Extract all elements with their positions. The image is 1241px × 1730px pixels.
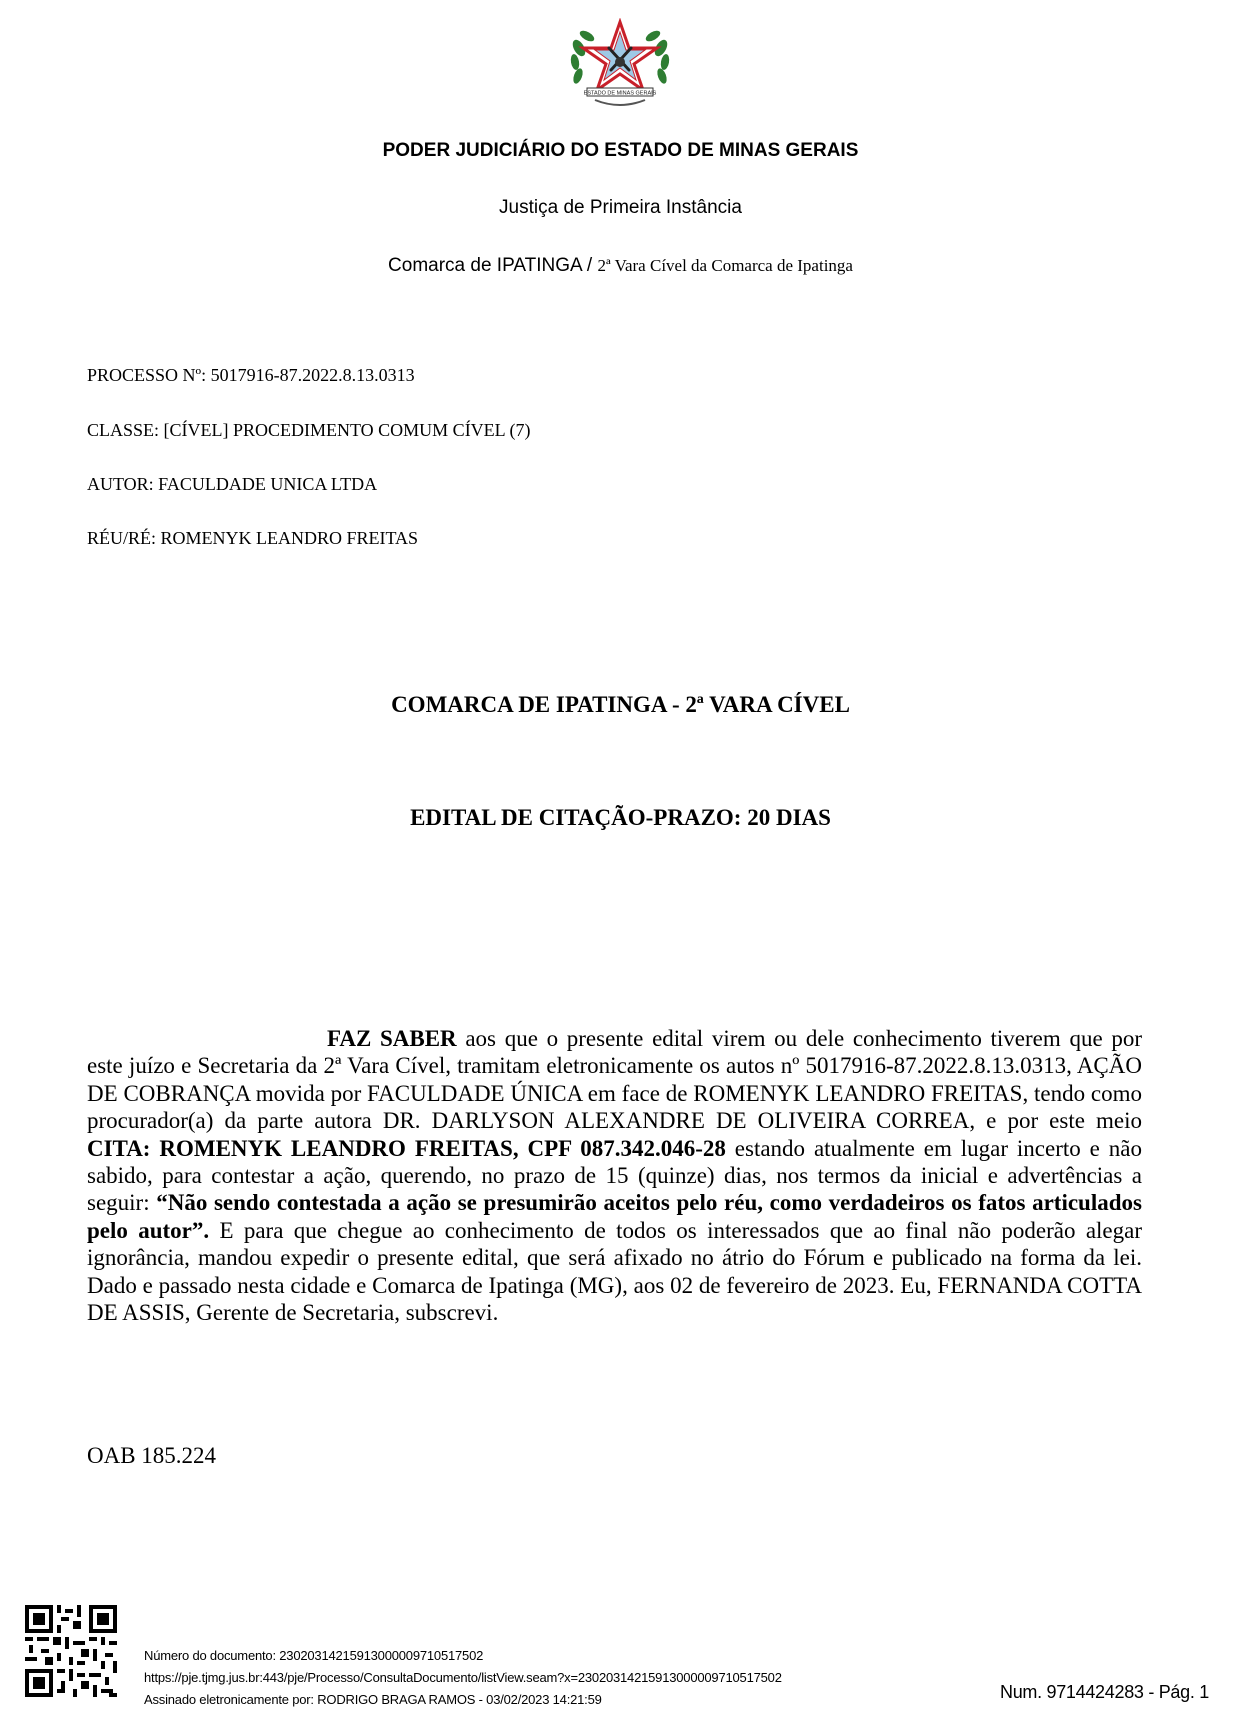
qr-code — [25, 1605, 117, 1697]
footer-document-url[interactable]: https://pje.tjmg.jus.br:443/pje/Processo/ConsultaDocumento/listView.seam?x=23020314215913000009710517502 — [144, 1670, 782, 1685]
svg-text:ESTADO DE MINAS GERAIS: ESTADO DE MINAS GERAIS — [583, 90, 657, 97]
crest-icon — [565, 18, 675, 110]
edital-body-paragraph — [87, 1025, 1142, 1326]
footer-document-number: Número do documento: 23020314215913000009710517502 — [144, 1648, 484, 1663]
citation-text: CITA: ROMENYK LEANDRO FREITAS, CPF 087.342.046-28 — [87, 1135, 726, 1161]
body-part-3: E para que chegue ao conhecimento de todos os interessados que ao final não poderão alegar ignorância, mandou expedir o presente edital, que será afixado no átrio do Fórum e publicado na forma da lei. Dado e passado nesta cidade e Comarca de Ipatinga (MG), aos 02 de fevereiro de 2023. Eu, FERNANDA COTTA DE ASSIS, Gerente de Secretaria, subscrevi. — [87, 1217, 1142, 1326]
footer-signature: Assinado eletronicamente por: RODRIGO BRAGA RAMOS - 03/02/2023 14:21:59 — [144, 1692, 602, 1707]
vara-name: 2ª Vara Cível da Comarca de Ipatinga — [597, 256, 853, 275]
minas-gerais-coat-of-arms — [565, 18, 675, 110]
faz-saber-text: FAZ SABER — [327, 1026, 457, 1051]
document-title-edital: EDITAL DE CITAÇÃO-PRAZO: 20 DIAS — [410, 805, 831, 830]
body-part-2: estando atualmente em lugar incerto e não sabido, para contestar a ação, querendo, no prazo de 15 (quinze) dias, nos termos da inicial e advertências a seguir: — [87, 1135, 1142, 1216]
document-title-comarca: COMARCA DE IPATINGA - 2ª VARA CÍVEL — [391, 692, 850, 717]
case-plaintiff: AUTOR: FACULDADE UNICA LTDA — [87, 474, 378, 494]
institution-heading: PODER JUDICIÁRIO DO ESTADO DE MINAS GERAIS — [382, 140, 859, 161]
page-number: Num. 9714424283 - Pág. 1 — [1000, 1682, 1209, 1702]
case-number: PROCESSO Nº: 5017916-87.2022.8.13.0313 — [87, 365, 415, 385]
warning-quote: “Não sendo contestada a ação se presumirão aceitos pelo réu, como verdadeiros os fatos articulados pelo autor”. — [87, 1190, 1142, 1243]
comarca-heading — [0, 255, 1241, 277]
comarca-prefix: Comarca de IPATINGA / — [388, 255, 598, 276]
instance-heading: Justiça de Primeira Instância — [499, 197, 742, 218]
body-part-1: aos que o presente edital virem ou dele conhecimento tiverem que por este juízo e Secretaria da 2ª Vara Cível, tramitam eletronicamente os autos nº 5017916-87.2022.8.13.0313, AÇÃO DE COBRANÇA movida por FACULDADE ÚNICA em face de ROMENYK LEANDRO FREITAS, tendo como procurador(a) da parte autora DR. DARLYSON ALEXANDRE DE OLIVEIRA CORREA, e por este meio — [87, 1026, 1142, 1134]
case-class: CLASSE: [CÍVEL] PROCEDIMENTO COMUM CÍVEL (7) — [87, 420, 531, 440]
qr-code-icon — [25, 1605, 117, 1697]
oab-number: OAB 185.224 — [87, 1443, 217, 1468]
case-defendant: RÉU/RÉ: ROMENYK LEANDRO FREITAS — [87, 528, 419, 548]
